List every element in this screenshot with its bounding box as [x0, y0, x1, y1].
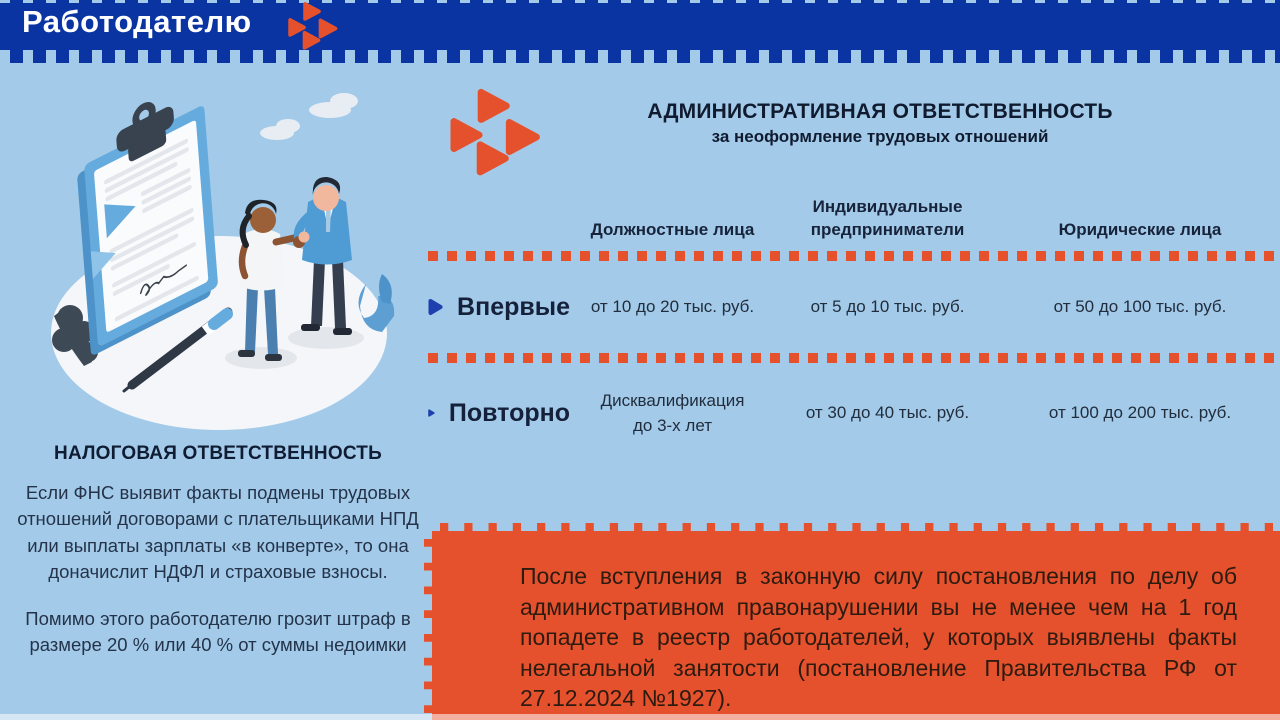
admin-title-line: АДМИНИСТРАТИВНАЯ ОТВЕТСТВЕННОСТЬ	[647, 100, 1113, 123]
header-teeth-bottom	[0, 50, 1280, 63]
penalty-value: от 50 до 100 тыс. руб.	[1053, 297, 1227, 317]
tax-paragraph-1: Если ФНС выявит факты подмены трудовых отношений договорами с плательщиками НПД или выплаты зарплаты «в конверте», то она доначислит НДФЛ и страховые взносы.	[17, 482, 419, 582]
penalty-value: от 10 до 20 тыс. руб.	[590, 297, 755, 317]
tax-section	[14, 443, 422, 659]
penalty-value: от 5 до 10 тыс. руб.	[810, 297, 965, 317]
tax-paragraph-2: Помимо этого работодателю грозит штраф в размере 20 % или 40 % от суммы недоимки	[25, 608, 411, 656]
registry-notice-box	[424, 523, 1280, 720]
header-bar	[0, 0, 1280, 50]
column-header-officials: Должностные лица	[590, 220, 755, 240]
row-label: Впервые	[457, 292, 570, 321]
triangle-right-icon	[428, 396, 435, 430]
column-header-entrepreneurs: Индивидуальные предприниматели	[810, 197, 965, 240]
admin-subtitle-line: за неоформление трудовых отношений	[711, 127, 1049, 146]
penalty-value: от 100 до 200 тыс. руб.	[1048, 403, 1232, 423]
triangles-logo-icon	[288, 1, 344, 56]
penalty-value: от 30 до 40 тыс. руб.	[805, 403, 970, 423]
admin-section-title	[600, 100, 1160, 147]
penalty-table-header-row	[428, 190, 1280, 250]
triangle-right-icon	[428, 290, 443, 324]
registry-notice-text: После вступления в законную силу постановления по делу об административном правонарушении вы не менее чем на 1 год попадете в реестр работодателей, у которых выявлены факты нелегальной занятости (постановление Правительства РФ от 27.12.2024 №1927).	[520, 563, 1237, 712]
table-row-repeat	[428, 364, 1280, 462]
penalty-value: Дисквалификация до 3-х лет	[600, 390, 745, 435]
cloud-icon	[260, 93, 358, 140]
row-label: Повторно	[448, 398, 570, 427]
illustration-contract-handshake	[14, 70, 434, 450]
page-title: Работодателю	[22, 4, 252, 39]
header-teeth-top	[0, 0, 1280, 3]
triangles-logo-icon	[450, 88, 552, 186]
tax-section-title: НАЛОГОВАЯ ОТВЕТСТВЕННОСТЬ	[54, 443, 382, 464]
orange-dashed-divider	[428, 353, 1280, 363]
orange-dashed-divider	[428, 251, 1280, 261]
penalty-table	[428, 190, 1280, 462]
column-header-legal-entities: Юридические лица	[1058, 220, 1222, 240]
table-row-first-time	[428, 262, 1280, 352]
bottom-edge-strip	[0, 714, 1280, 720]
